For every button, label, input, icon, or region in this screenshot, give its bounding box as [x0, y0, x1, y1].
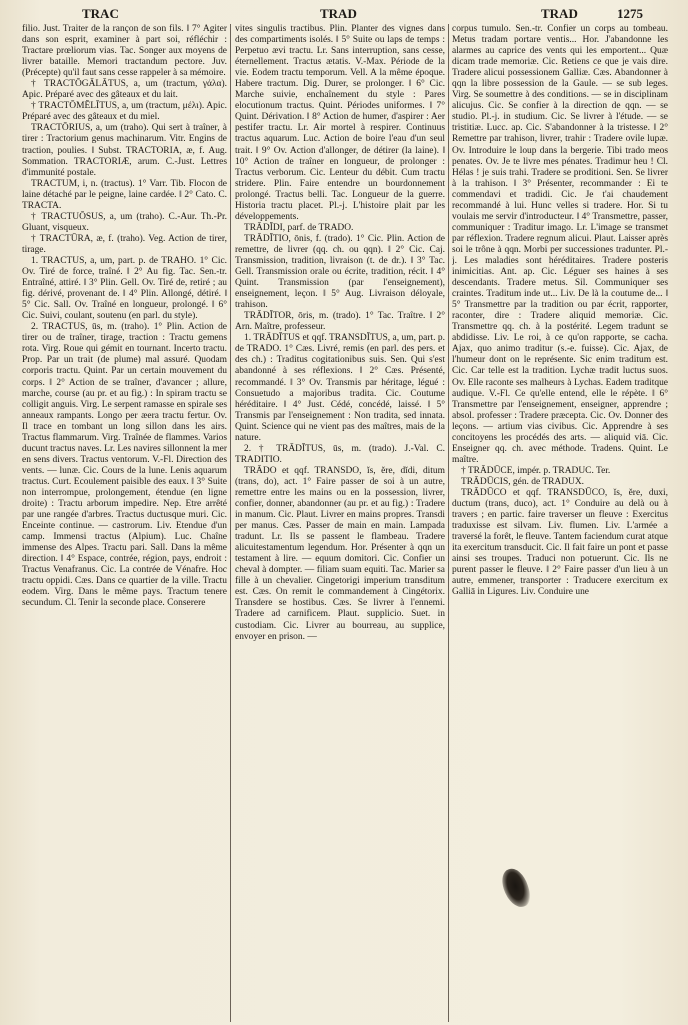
dictionary-entry: 2. TRACTUS, ūs, m. (traho). 1° Plin. Action de tirer ou de traîner, tirage, traction : Tractu gemens rota. Virg. Roue qui gémit en tournant. Incerto tractu. Prop. Par un trait (de plume) mal assuré. Quodam corporis tractu. Quint. Par un certain mouvement du corps. ‖ 2° Action de se traîner, d'avancer ; allure, marche, course (au pr. et au fig.) : In spiram tractu se colligit anguis. Virg. Le serpent ramasse en spirale ses anneaux rampants. Longo per æera tractu fertur. Ov. Il trace en tombant un long sillon dans les airs. Tractus flammarum. Virg. Traînée de flammes. Varios ducunt tractus naves. Lr. Les navires sillonnent la mer en sens divers. Tractus ventorum. V.-Fl. Direction des vents. — lunæ. Cic. Cours de la lune. Lenis aquarum tractus. Curt. Ecoulement paisible des eaux. ‖ 3° Suite non interrompue, prolongement, étendue (en ligne droite) : Tractu arborum impedire. Nep. Etre arrêté par une rangée d'arbres. Tractus ductusque muri. Cic. Enceinte continue. — castrorum. Liv. Etendue d'un camp. Immensi tractus (Alpium). Luc. Chaîne immense des Alpes. Tractu pari. Sall. Dans la même direction. ‖ 4° Espace, contrée, région, pays, endroit : Tractus Venafranus. Cic. La contrée de Vénafre. Hoc tractu oppidi. Cæs. Dans ce quartier de la ville. Tractu eodem. Virg. Dans le même pays. Tractum tenere secundum. Cl. Tenir la seconde place. Conserere: [22, 322, 227, 609]
dictionary-entry: 2. † TRĀDĬTUS, ūs, m. (trado). J.-Val. C. TRADITIO.: [235, 443, 445, 465]
dictionary-entry: † TRACTŌMĔLĪTUS, a, um (tractum, μέλι). Apic. Préparé avec des gâteaux et du miel.: [22, 101, 227, 123]
column-2: [235, 24, 445, 1022]
dictionary-entry: TRACTŌRIUS, a, um (traho). Qui sert à traîner, à tirer : Tractorium genus machinarum. Vitr. Engins de traction, poulies. ‖ Subst. TRACTORIA, æ, f. Aug. Sommation. TRACTORIÆ, arum. C.-Just. Lettres d'immunité postale.: [22, 123, 227, 178]
dictionary-entry: TRĀDĬDI, parf. de TRADO.: [244, 222, 354, 233]
dictionary-entry: 1. TRĀDĬTUS et qqf. TRANSDĬTUS, a, um, part. p. de TRADO. 1° Cæs. Livré, remis (en parl. des pers. et des ch.) : Traditus cogitationibus suis. Sen. Qui s'est abandonné à ses réflexions. ‖ 2° Cæs. Présenté, recommandé. ‖ 3° Ov. Transmis par héritage, légué : Consuetudo a majoribus tradita. Cic. Coutume héréditaire. ‖ 4° Just. Cédé, concédé, laissé. ‖ 5° Transmis par l'enseignement : Non tradita, sed innata. Quint. Science qui ne vient pas des maîtres, mais de la nature.: [235, 333, 445, 443]
column-rule: [230, 24, 231, 1022]
column-3: [452, 24, 668, 1022]
dictionary-entry: TRĀDŪCO et qqf. TRANSDŪCO, ĭs, ĕre, duxi, ductum (trans, duco), act. 1° Conduire au delà ou à travers ; en partic. faire traverser un fleuve : Exercitus traduxisse est silvam. Liv. flumen. Liv. L'armée a traversé la forêt, le fleuve. Tantem faciendum curat atque ita exercitum transducit. Cic. Il fait faire un pont et passe ainsi ses troupes. Traduci non potuerunt. Cic. Ils ne purent passer le fleuve. ‖ 2° Faire passer d'un lieu à un autre, emmener, transporter : Traducere exercitum ex Galliā in Ligures. Liv. Conduire une: [452, 487, 668, 598]
running-head-right: TRAD: [541, 6, 578, 21]
dictionary-entry: TRĀDĬTIO, ōnis, f. (trado). 1° Cic. Plin. Action de remettre, de livrer (qq. ch. ou qqn). ‖ 2° Cic. Caj. Transmission, tradition, livraison (t. de dr.). ‖ 3° Tac. Gell. Transmission orale ou écrite, tradition, récit. ‖ 4° Quint. Transmission (par l'enseignement), enseignement, leçon. ‖ 5° Aug. Livraison déloyale, trahison.: [235, 233, 445, 311]
dictionary-entry: filio. Just. Traiter de la rançon de son fils. ‖ 7° Agiter dans son esprit, examiner à part soi, réfléchir : Tractare prœliorum vias. Tac. Songer aux moyens de livrer bataille. Memori tractandum pectore. Juv. (Précepte) qu'il faut sans cesse rappeler à sa mémoire.: [22, 24, 227, 79]
running-head-center: TRAD: [320, 6, 357, 21]
column-rule: [448, 24, 449, 1022]
dictionary-entry: 1. TRACTUS, a, um, part. p. de TRAHO. 1° Cic. Ov. Tiré de force, traîné. ‖ 2° Au fig. Tac. Sen.-tr. Entraîné, attiré. ‖ 3° Plin. Gell. Ov. Tiré de, retiré ; au fig. dérivé, provenant de. ‖ 4° Plin. Allongé, détiré. ‖ 5° Cic. Sall. Ov. Traîné en longueur, prolongé. ‖ 6° Cic. Suivi, coulant, soutenu (en parl. du style).: [22, 255, 227, 322]
dictionary-entry: TRĀDĬTOR, ōris, m. (trado). 1° Tac. Traître. ‖ 2° Arn. Maître, professeur.: [235, 311, 445, 333]
dictionary-entry: corpus tumulo. Sen.-tr. Confier un corps au tombeau. Metus tradam portare ventis... Hor. J'abandonne les alarmes au caprice des vents qui les emportent... Quæ dicam trade memoriæ. Cic. Retiens ce que je vais dire. Tradere alicui possessionem Galliæ. Cæs. Abandonner à qqn la libre possession de la Gaule. — se sub leges. Virg. Se soumettre à des conditions. — se in disciplinam alicujus. Cic. Se confier à la direction de qqn. — se studio. Pl.-j. in studium. Cic. Se livrer à l'étude. — se tristitiæ. Lucc. ap. Cic. S'abandonner à la tristesse. ‖ 2° Remettre par trahison, livrer, trahir : Tradere ovile lupæ. Ov. Introduire le loup dans la bergerie. Tibi trado meos penates. Ov. Je te livre mes pénates. Tradimur heu ! Cl. Hélas ! je suis trahi. Tradere se proditioni. Sen. Se livrer à la trahison. ‖ 3° Présenter, recommander : Ei te commendavi et tradidi. Cic. Je t'ai chaudement recommandé à lui. Hunc velles si tradere. Hor. Si tu voulais me servir d'introducteur. ‖ 4° Transmettre, passer, communiquer : Traditur imago. Lr. L'image se transmet par réflexion. Tradere regnum alicui. Plaut. Laisser après soi le trône à qqn. Morbi per successiones tradunter. Pl.-j. Les maladies sont héréditaires. Tradere posteris inimicitias. Ant. ap. Cic. Léguer ses haines à ses descendants. Tradere metus. Sil. Communiquer ses craintes. Traditum inde ut... Liv. De là la coutume de... ‖ 5° Transmettre par la tradition ou par écrit, rapporter, raconter, dire : Tradere aliquid memoriæ. Cic. Transmettre qq. ch. à la postérité. Legem tradunt se abdidisse. Liv. Le roi, à ce qu'on rapporte, se cacha. Ajax, quo animo traditur (s.-e. fuisse). Cic. Ajax, de l'humeur dont on le représente. Sic enim traditum est. Cic. Car telle est la tradition. Lychæ tradit luctus suos. Ov. Elle raconte ses malheurs à Lychas. Eadem traditque audique. V.-Fl. Ce qu'elle entend, elle le répète. ‖ 6° Transmettre par l'enseignement, enseigner, apprendre ; absol. professer : Tradere præcepta. Cic. Ov. Donner des leçons. — artium vias civibus. Cic. Apprendre à ses concitoyens les procédés des arts. — aliquid viā. Cic. Enseigner qq. ch. avec méthode. Tradens. Quint. Le maître.: [452, 24, 668, 465]
dictionary-entry: † TRĀDŪCE, impér. p. TRADUC. Ter.: [461, 465, 611, 476]
dictionary-entry: TRACTUM, i, n. (tractus). 1° Varr. Tib. Flocon de laine détaché par le peigne, laine cardée. ‖ 2° Cato. C. TRACTA.: [22, 178, 227, 211]
page-number: 1275: [617, 6, 643, 21]
dictionary-entry: TRĀDO et qqf. TRANSDO, ĭs, ĕre, dĭdi, ditum (trans, do), act. 1° Faire passer de soi à un autre, remettre entre les mains ou en la possession, livrer, confier, donner, abandonner (au pr. et au fig.) : Tradere in manum. Cic. Plaut. Livrer en mains propres. Transdi per manus. Cæs. Passer de main en main. Lampada tradunt. Lr. Ils se passent le flambeau. Tradere alicuitestamentum legendum. Hor. Présenter à qqn un testament à lire. — equum domitori. Cic. Confier un cheval à dompter. — filiam suam equiti. Tac. Marier sa fille à un chevalier. Cingetorigi imperium transditum est. Cæs. On remit le commandement à Cingétorix. Transdere se hostibus. Cæs. Se livrer à l'ennemi. Tradere ad carnificem. Plaut. supplicio. Suet. in custodiam. Cic. Livrer au bourreau, au supplice, envoyer en prison. —: [235, 465, 445, 642]
running-head: [0, 4, 688, 24]
column-1: [22, 24, 227, 1022]
dictionary-entry: † TRACTŌGĀLĀTUS, a, um (tractum, γάλα). Apic. Préparé avec des gâteaux et du lait.: [22, 79, 227, 101]
dictionary-entry: vites singulis tractibus. Plin. Planter des vignes dans des compartiments isolés. ‖ 5° Suite ou laps de temps : Perpetuo ævi tractu. Lr. Sans interruption, sans cesse, éternellement. Tractus ætatis. V.-Max. Période de la vie. Eodem tractu temporum. Vell. A la même époque. Habere tractum. Dig. Durer, se prolonger. ‖ 6° Cic. Marche suivie, enchaînement du style : Pares elocutionum tractus. Quint. Périodes uniformes. ‖ 7° Quint. Dérivation. ‖ 8° Action de humer, d'aspirer : Aer pestifer tractu. Lr. Air mortel à respirer. Continuus tractus aquarum. Luc. Action de boire l'eau d'un seul trait. ‖ 9° Ov. Action d'allonger, de détirer (la laine). ‖ 10° Action de traîner en longueur, de prolonger : Tractus verborum. Cic. Lenteur du débit. Cum tractu stridere. Plin. Faire entendre un bourdonnement prolongé. Tractus belli. Tac. Longueur de la guerre. Historia tractu placet. Pl.-j. L'histoire plait par les développements.: [235, 24, 445, 222]
dictionary-entry: † TRACTUŌSUS, a, um (traho). C.-Aur. Th.-Pr. Gluant, visqueux.: [22, 211, 227, 233]
running-head-left: TRAC: [82, 6, 119, 21]
dictionary-entry: TRĀDŪCIS, gén. de TRADUX.: [461, 476, 585, 487]
dictionary-entry: † TRACTŪRA, æ, f. (traho). Veg. Action de tirer, tirage.: [22, 233, 227, 255]
